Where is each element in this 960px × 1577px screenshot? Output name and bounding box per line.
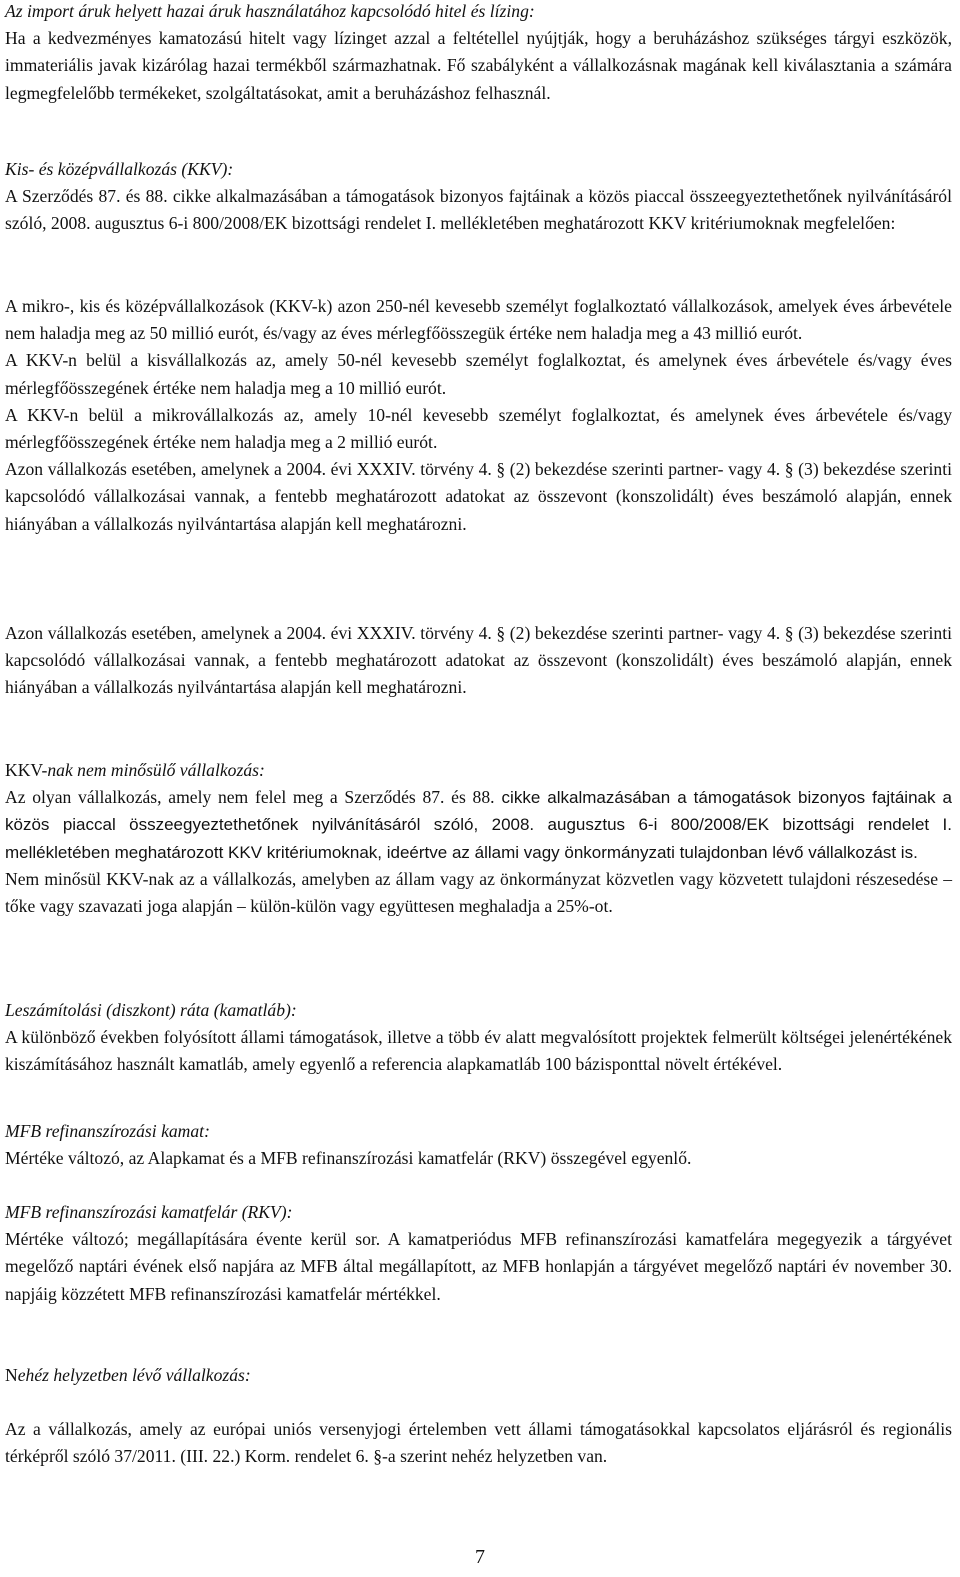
kkv-heading: Kis- és középvállalkozás (KKV):	[5, 159, 234, 179]
spacer	[5, 1389, 952, 1416]
def-micro: A KKV-n belül a mikrovállalkozás az, amely 10-nél kevesebb személyt foglalkoztat, és amelynek éves árbevétele és/vagy mérlegfőösszegének értéke nem haladja meg a 2 millió eurót.	[5, 404, 952, 453]
mfb-interest-text: Mértéke változó, az Alapkamat és a MFB refinanszírozási kamatfelár (RKV) összegével egyenlő.	[5, 1148, 692, 1169]
def-micro-small-medium: A mikro-, kis és középvállalkozások (KKV-k) azon 250-nél kevesebb személyt foglalkoztató vállalkozások, amelyek éves árbevétele nem haladja meg az 50 millió eurót, és/vagy az éves mérlegfőösszegük értéke nem haladja meg a 43 millió eurót.	[5, 296, 952, 344]
section-kkv-definitions	[5, 293, 952, 538]
non-kkv-text-sans: cikke alkalmazásában a támogatások bizonyos fajtáinak a közös piaccal összeegyeztethetőnek nyilvánításáról szóló, 2008. augusztus 6-i 800/2008/EK bizottsági rendelet I. mellékletében meghatározott KKV kritériumoknak, ideértve az állami vagy önkormányzati tulajdonban lévő vállalkozást is.	[5, 788, 952, 862]
difficulty-text: Az a vállalkozás, amely az európai uniós versenyjogi értelemben vett állami támogatásokkal kapcsolatos eljárásról és regionális térképről szóló 37/2011. (III. 22.) Korm. rendelet 6. §-a szerint nehéz helyzetben van.	[5, 1419, 952, 1467]
discount-text: A különböző években folyósított állami támogatások, illetve a több év alatt megvalósított projektek felmerült költségei jelenértékének kiszámításához használt kamatláb, amely egyenlő a referencia alapkamatláb 100 bázisponttal növelt értékével.	[5, 1027, 952, 1075]
section-mfb-rkv	[5, 1199, 952, 1308]
discount-heading: Leszámítolási (diszkont) ráta (kamatláb):	[5, 1000, 297, 1020]
section-import-loan	[5, 0, 952, 107]
non-kkv-heading-rest: nak nem minősülő vállalkozás:	[47, 760, 265, 780]
def-small: A KKV-n belül a kisvállalkozás az, amely 50-nél kevesebb személyt foglalkoztat, és amelynek éves árbevétele és/vagy éves mérlegfőösszegének értéke nem haladja meg a 10 millió eurót.	[5, 350, 952, 398]
section-kkv	[5, 156, 952, 238]
difficulty-heading-prefix: N	[5, 1365, 18, 1385]
import-heading: Az import áruk helyett hazai áruk használatához kapcsolódó hitel és lízing:	[5, 1, 535, 21]
difficulty-heading-rest: ehéz helyzetben lévő vállalkozás:	[17, 1365, 251, 1385]
non-kkv-text-2: Nem minősül KKV-nak az a vállalkozás, amelyben az állam vagy az önkormányzat közvetlen vagy közvetett tulajdoni részesedése – tőke vagy szavazati joga alapján – külön-külön vagy együttesen meghaladja a 25%-ot.	[5, 868, 952, 917]
section-difficulty	[5, 1362, 952, 1471]
section-partner-repeat	[5, 620, 952, 702]
non-kkv-heading	[5, 757, 952, 784]
section-discount-rate	[5, 997, 952, 1079]
section-non-kkv	[5, 757, 952, 920]
mfb-rkv-text: Mértéke változó; megállapítására évente kerül sor. A kamatperiódus MFB refinanszírozási kamatfelára megegyezik a tárgyévet megelőző naptári évének első napjára az MFB által megállapított, az MFB honlapján a tárgyévet megelőző naptári év november 30. napjáig közzétett MFB refinanszírozási kamatfelár mértékkel.	[5, 1229, 952, 1304]
difficulty-heading	[5, 1362, 952, 1389]
def-partner-2: Azon vállalkozás esetében, amelynek a 2004. évi XXXIV. törvény 4. § (2) bekezdése szerinti partner- vagy 4. § (3) bekezdése szerinti kapcsolódó vállalkozásai vannak, a fentebb meghatározott adatokat az összevont (konszolidált) éves beszámoló alapján, ennek hiányában a vállalkozás nyilvántartása alapján kell meghatározni.	[5, 623, 952, 698]
non-kkv-text	[5, 784, 952, 866]
section-mfb-interest	[5, 1118, 952, 1172]
mfb-interest-heading: MFB refinanszírozási kamat:	[5, 1121, 210, 1141]
kkv-text: A Szerződés 87. és 88. cikke alkalmazásában a támogatások bizonyos fajtáinak a közös piaccal összeegyeztethetőnek nyilvánításáról szóló, 2008. augusztus 6-i 800/2008/EK bizottsági rendelet I. mellékletében meghatározott KKV kritériumoknak megfelelően:	[5, 186, 952, 234]
non-kkv-text-serif: Az olyan vállalkozás, amely nem felel meg a Szerződés 87. és 88.	[5, 787, 495, 808]
page-number: 7	[475, 1546, 485, 1568]
import-text: Ha a kedvezményes kamatozású hitelt vagy lízinget azzal a feltétellel nyújtják, hogy a beruházáshoz szükséges tárgyi eszközök, immateriális javak kizárólag hazai termékből származhatnak. Fő szabályként a vállalkozásnak magának kell kiválasztania a számára legmegfelelőbb termékeket, szolgáltatásokat, amit a beruházáshoz felhasznál.	[5, 28, 952, 103]
mfb-rkv-heading: MFB refinanszírozási kamatfelár (RKV):	[5, 1202, 293, 1222]
def-partner-1: Azon vállalkozás esetében, amelynek a 2004. évi XXXIV. törvény 4. § (2) bekezdése szerinti partner- vagy 4. § (3) bekezdése szerinti kapcsolódó vállalkozásai vannak, a fentebb meghatározott adatokat az összevont (konszolidált) éves beszámoló alapján, ennek hiányában a vállalkozás nyilvántartása alapján kell meghatározni.	[5, 459, 952, 534]
non-kkv-heading-prefix: KKV-	[5, 760, 48, 780]
